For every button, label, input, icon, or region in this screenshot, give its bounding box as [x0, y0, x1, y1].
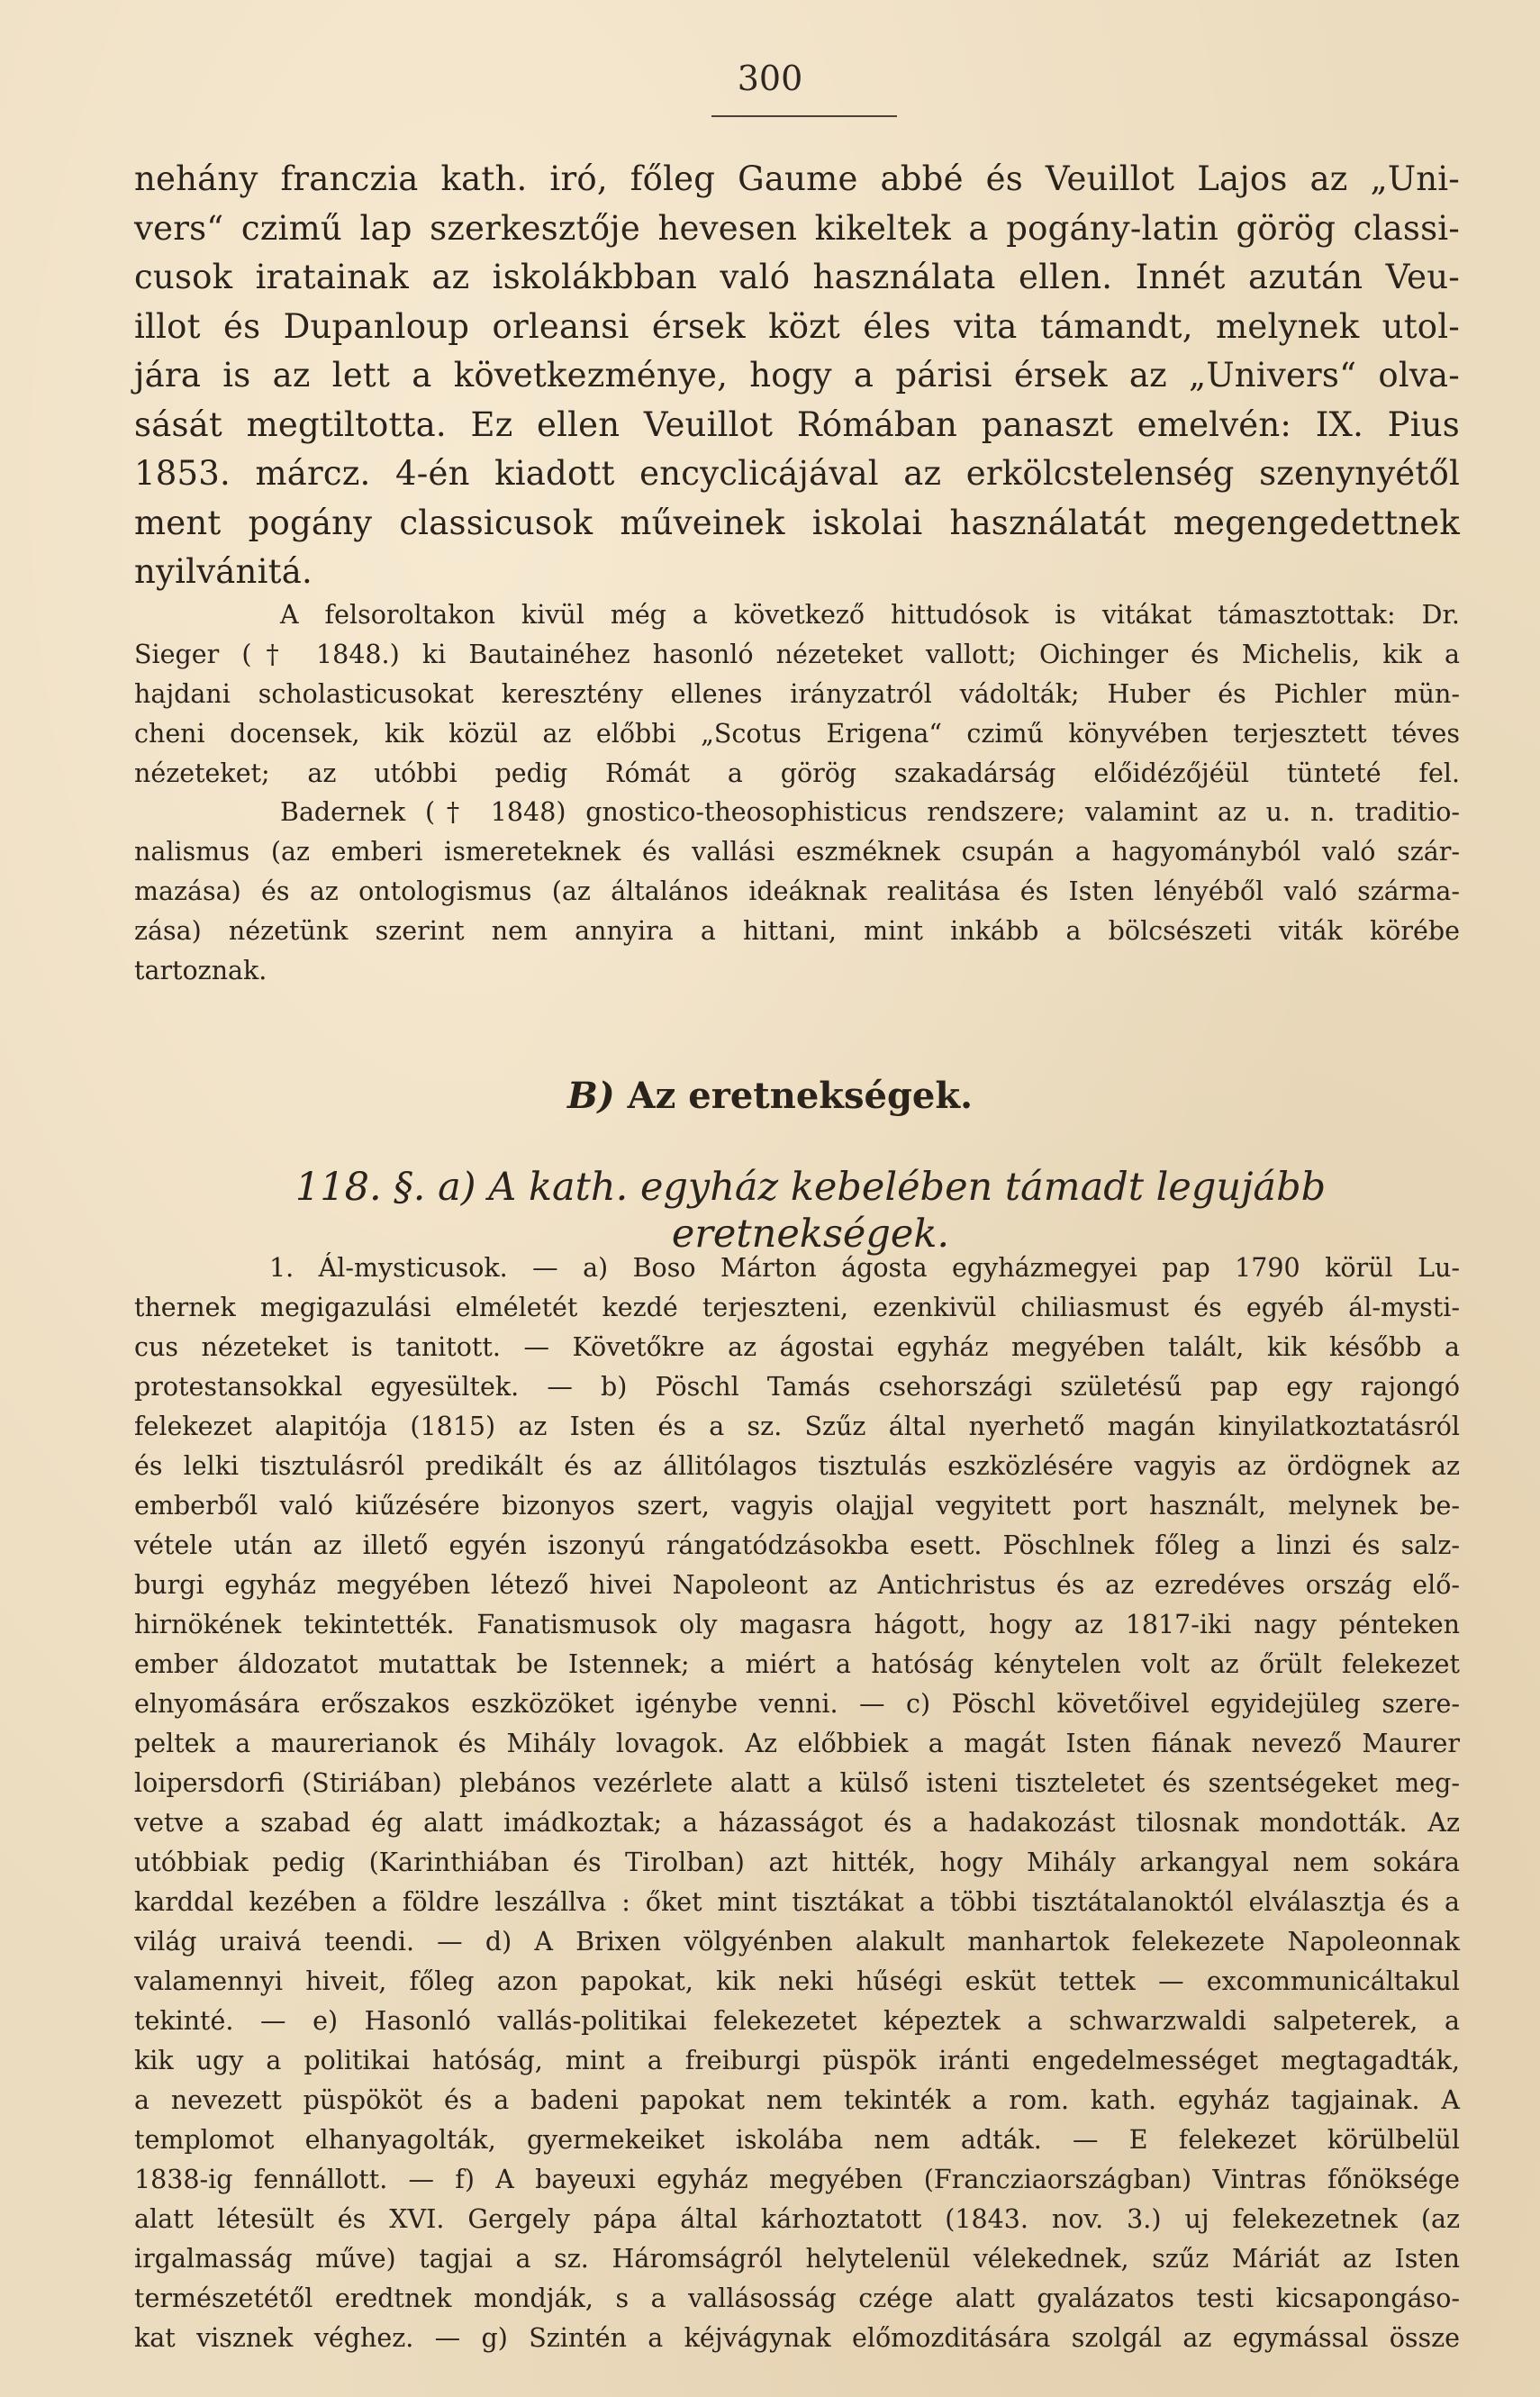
note-paragraph-2	[134, 793, 1460, 991]
text-line: tartoznak.	[134, 956, 267, 985]
text-line: nalismus (az emberi ismereteknek és vallási eszméknek csupán a hagyományból való szár-	[134, 837, 1460, 867]
text-line: zása) nézetünk szerint nem annyira a hittani, mint inkább a bölcsészeti viták körébe	[134, 916, 1460, 946]
text-line: protestansokkal egyesültek. — b) Pöschl Tamás csehországi születésű pap egy rajongó	[134, 1372, 1460, 1402]
section-letter: B)	[566, 1075, 615, 1117]
text-line: loipersdorfi (Stiriában) plebános vezérlete alatt a külső isteni tiszteletet és szentségeket meg-	[134, 1768, 1460, 1798]
text-line: nyilvánitá.	[134, 552, 313, 591]
text-line: burgi egyház megyében létező hivei Napoleont az Antichristus és az ezredéves ország elő-	[134, 1570, 1460, 1600]
section-heading	[0, 1075, 1540, 1118]
text-line: irgalmasság műve) tagjai a sz. Háromságról helytelenül vélekednek, szűz Máriát az Isten	[134, 2244, 1460, 2274]
text-line: templomot elhanyagolták, gyermekeiket iskolába nem adták. — E felekezet körülbelül	[134, 2125, 1460, 2155]
text-line: thernek megigazulási elméletét kezdé terjeszteni, ezenkivül chiliasmust és egyéb ál-mysti-	[134, 1293, 1460, 1322]
text-line: tekinté. — e) Hasonló vallás-politikai felekezetet képeztek a schwarzwaldi salpeterek, a	[134, 2006, 1460, 2036]
text-line: jára is az lett a következménye, hogy a párisi érsek az „Univers“ olva-	[134, 356, 1460, 395]
body-paragraph	[134, 1248, 1460, 2358]
text-line: Badernek († 1848) gnostico-theosophisticus rendszere; valamint az u. n. traditio-	[280, 797, 1460, 827]
text-line: vers“ czimű lap szerkesztője hevesen kikeltek a pogány-latin görög classi-	[134, 208, 1460, 248]
text-line: valamennyi hiveit, főleg azon papokat, kik neki hűségi esküt tettek — excommunicáltakul	[134, 1966, 1460, 1996]
text-line: alatt létesült és XVI. Gergely pápa által kárhoztatott (1843. nov. 3.) uj felekezetnek (az	[134, 2204, 1460, 2234]
text-line: elnyomására erőszakos eszközöket igénybe venni. — c) Pöschl követőivel egyidejüleg szere-	[134, 1689, 1460, 1719]
section-title: Az eretnekségek.	[627, 1075, 974, 1117]
text-line: és lelki tisztulásról predikált és az állitólagos tisztulás eszközlésére vagyis az ördögnek az	[134, 1451, 1460, 1481]
note-paragraph-1	[134, 595, 1460, 794]
text-line: karddal kezében a földre leszállva : őket mint tisztákat a többi tisztátalanoktól elválasztja és a	[134, 1887, 1460, 1917]
text-line: vetve a szabad ég alatt imádkoztak; a házasságot és a hadakozást tilosnak mondották. Az	[134, 1808, 1460, 1838]
text-line: cheni docensek, kik közül az előbbi „Scotus Erigena“ czimű könyvében terjesztett téves	[134, 719, 1460, 749]
text-line: illot és Dupanloup orleansi érsek közt éles vita támandt, melynek utol-	[134, 306, 1460, 346]
text-line: nézeteket; az utóbbi pedig Rómát a görög szakadárság előidézőjéül tünteté fel.	[134, 758, 1460, 788]
text-line: kik ugy a politikai hatóság, mint a freiburgi püspök iránti engedelmességet megtagadták,	[134, 2046, 1460, 2075]
text-line: utóbbiak pedig (Karinthiában és Tirolban) azt hitték, hogy Mihály arkangyal nem sokára	[134, 1848, 1460, 1877]
subsection-number: 118. §.	[294, 1165, 426, 1210]
text-line: hirnökének tekintették. Fanatismusok oly magasra hágott, hogy az 1817-iki nagy pénteken	[134, 1610, 1460, 1639]
text-line: cusok iratainak az iskolákbban való használata ellen. Innét azután Veu-	[134, 258, 1460, 296]
text-line: felekezet alapitója (1815) az Isten és a sz. Szűz által nyerhető magán kinyilatkoztatásról	[134, 1412, 1460, 1441]
text-line: nehány franczia kath. iró, főleg Gaume abbé és Veuillot Lajos az „Uni-	[134, 159, 1460, 198]
text-line: cus nézeteket is tanitott. — Követőkre az ágostai egyház megyében talált, kik később a	[134, 1332, 1460, 1362]
text-line: 1853. márcz. 4-én kiadott encyclicájával az erkölcstelenség szenynyétől	[134, 454, 1460, 493]
text-line: világ uraivá teendi. — d) A Brixen völgyénben alakult manhartok felekezete Napoleonnak	[134, 1927, 1460, 1957]
page-number: 300	[737, 59, 803, 98]
text-line: Sieger († 1848.) ki Bautainéhez hasonló nézeteket vallott; Oichinger és Michelis, kik a	[134, 640, 1460, 669]
text-line: 1838-ig fennállott. — f) A bayeuxi egyház megyében (Francziaországban) Vintras főnöksége	[134, 2165, 1460, 2194]
text-line: ember áldozatot mutattak be Istennek; a miért a hatóság kénytelen volt az őrült felekezet	[134, 1649, 1460, 1679]
main-paragraph	[134, 155, 1460, 597]
text-line: 1. Ál-mysticusok. — a) Boso Márton ágosta egyházmegyei pap 1790 körül Lu-	[269, 1253, 1460, 1283]
subsection-title: a) A kath. egyház kebelében támadt legujább eretnekségek.	[438, 1165, 1327, 1257]
text-line: sását megtiltotta. Ez ellen Veuillot Rómában panaszt emelvén: IX. Pius	[134, 404, 1460, 444]
text-line: kat visznek véghez. — g) Szintén a kéjvágynak előmozditására szolgál az egymással össze	[134, 2323, 1460, 2353]
text-line: vétele után az illető egyén iszonyú rángatódzásokba esett. Pöschlnek főleg a linzi és salz-	[134, 1530, 1460, 1560]
text-line: a nevezett püspököt és a badeni papokat nem tekinték a rom. kath. egyház tagjainak. A	[134, 2085, 1460, 2115]
header-rule	[711, 115, 897, 117]
text-line: ment pogány classicusok műveinek iskolai használatát megengedettnek	[134, 503, 1460, 542]
text-line: hajdani scholasticusokat keresztény ellenes irányzatról vádolták; Huber és Pichler mün-	[134, 679, 1460, 709]
text-line: peltek a maurerianok és Mihály lovagok. Az előbbiek a magát Isten fiának nevező Maurer	[134, 1729, 1460, 1758]
text-line: mazása) és az ontologismus (az általános ideáknak realitása és Isten lényéből való szárma-	[134, 876, 1460, 906]
text-line: A felsoroltakon kivül még a következő hittudósok is vitákat támasztottak: Dr.	[280, 600, 1460, 630]
text-line: természetétől eredtnek mondják, s a vallásosság czége alatt gyalázatos testi kicsapongáso-	[134, 2284, 1460, 2313]
subsection-heading	[180, 1165, 1441, 1258]
text-line: emberből való kiűzésére bizonyos szert, vagyis olajjal vegyitett port használt, melynek be-	[134, 1491, 1460, 1521]
